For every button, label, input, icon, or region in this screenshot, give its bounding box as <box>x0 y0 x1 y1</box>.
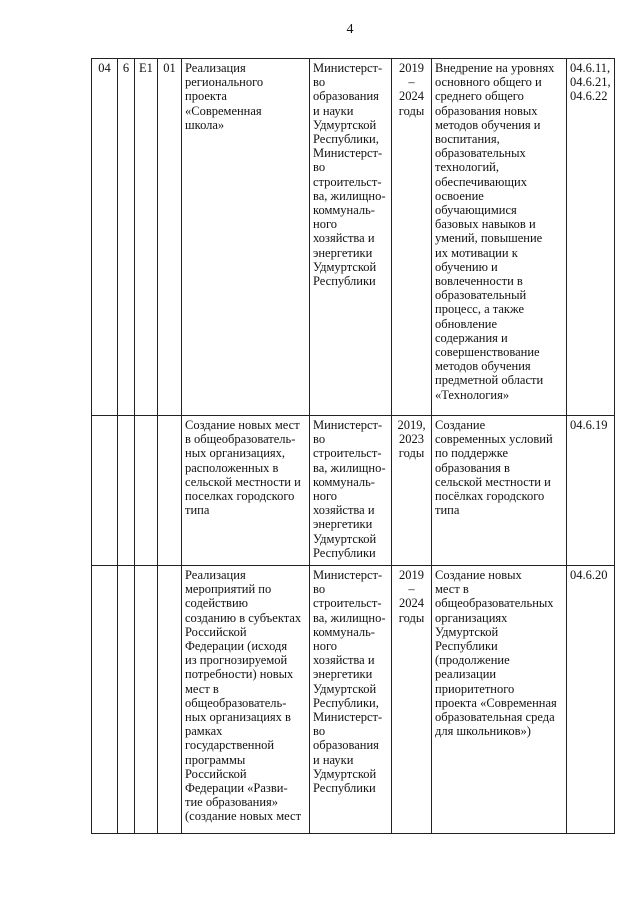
code-cell <box>118 566 135 834</box>
code-cell <box>135 416 158 566</box>
indicators-cell: 04.6.11, 04.6.21, 04.6.22 <box>567 59 615 416</box>
code-cell <box>135 566 158 834</box>
code-cell: 6 <box>118 59 135 416</box>
code-cell: 04 <box>92 59 118 416</box>
result-cell: Создание современных условий по поддержке образования в сельской местности и посёлках городского типа <box>432 416 567 566</box>
table-row <box>92 59 615 416</box>
table-row <box>92 416 615 566</box>
executor-cell: Министерст- во строительст- ва, жилищно- коммуналь- ного хозяйства и энергетики Удмуртской Республики, Министерст- во образования и науки Удмуртской Республики <box>310 566 392 834</box>
activity-name-cell: Реализация мероприятий по содействию созданию в субъектах Российской Федерации (исходя из прогнозируемой потребности) новых мест в общеобразователь- ных организациях в рамках государственной программы Российской Федерации «Разви- тие образования» (создание новых мест <box>182 566 310 834</box>
result-cell: Создание новых мест в общеобразовательных организациях Удмуртской Республики (продолжение реализации приоритетного проекта «Современная образовательная среда для школьников») <box>432 566 567 834</box>
executor-cell: Министерст- во образования и науки Удмуртской Республики, Министерст- во строительст- ва, жилищно- коммуналь- ного хозяйства и энергетики Удмуртской Республики <box>310 59 392 416</box>
years-cell: 2019 – 2024 годы <box>392 566 432 834</box>
years-cell: 2019 – 2024 годы <box>392 59 432 416</box>
code-cell <box>158 416 182 566</box>
code-cell <box>118 416 135 566</box>
years-cell: 2019, 2023 годы <box>392 416 432 566</box>
activity-name-cell: Создание новых мест в общеобразователь- ных организациях, расположенных в сельской местности и поселках городского типа <box>182 416 310 566</box>
table-row <box>92 566 615 834</box>
code-cell: E1 <box>135 59 158 416</box>
indicators-cell: 04.6.19 <box>567 416 615 566</box>
indicators-cell: 04.6.20 <box>567 566 615 834</box>
code-cell <box>92 566 118 834</box>
code-cell <box>92 416 118 566</box>
page-number: 4 <box>346 22 354 37</box>
result-cell: Внедрение на уровнях основного общего и среднего общего образования новых методов обучения и воспитания, образовательных технологий, обеспечивающих освоение обучающимися базовых навыков и умений, повышение их мотивации к обучению и вовлеченности в образовательный процесс, а также обновление содержания и совершенствование методов обучения предметной области «Технология» <box>432 59 567 416</box>
code-cell <box>158 566 182 834</box>
code-cell: 01 <box>158 59 182 416</box>
program-activities-table <box>91 58 615 834</box>
activity-name-cell: Реализация регионального проекта «Современная школа» <box>182 59 310 416</box>
executor-cell: Министерст- во строительст- ва, жилищно- коммуналь- ного хозяйства и энергетики Удмуртской Республики <box>310 416 392 566</box>
